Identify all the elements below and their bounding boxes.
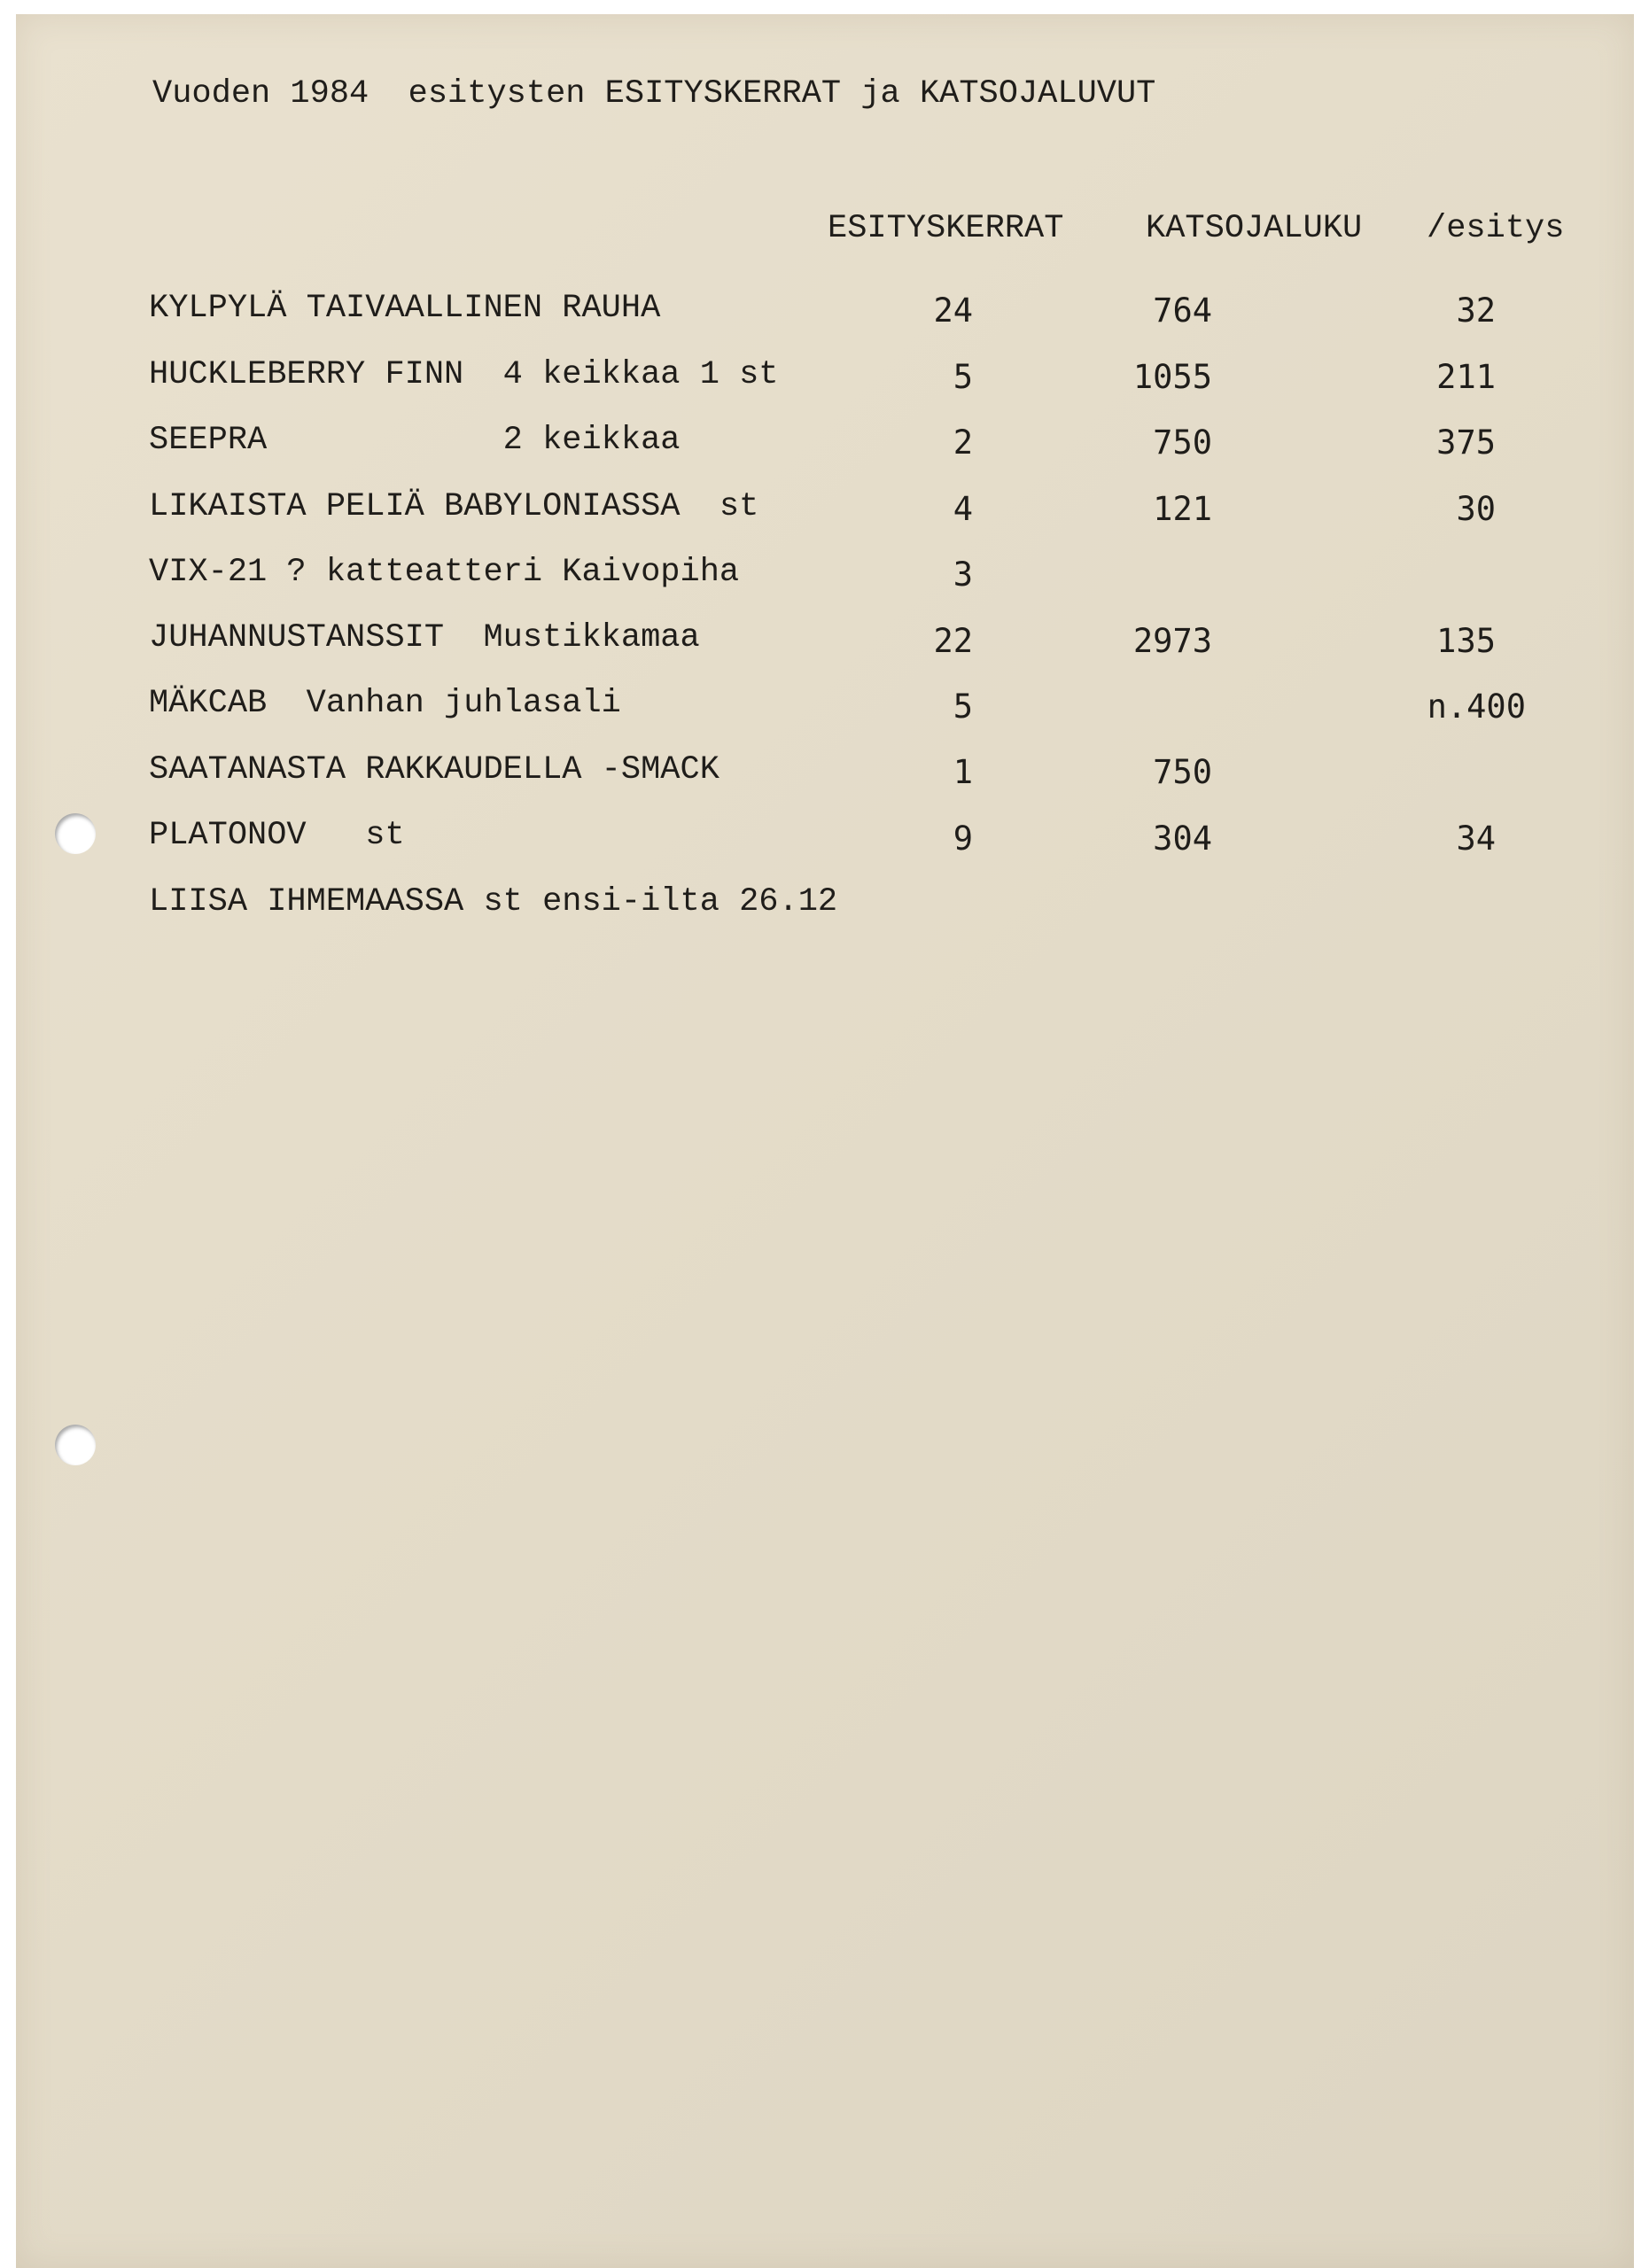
row-per-show: n.400 bbox=[1427, 687, 1526, 726]
row-name: JUHANNUSTANSSIT Mustikkamaa bbox=[149, 619, 700, 656]
row-per-show: 32 bbox=[1456, 291, 1496, 330]
row-per-show: 30 bbox=[1456, 490, 1496, 528]
row-audience: 750 bbox=[1153, 423, 1212, 462]
document-page bbox=[16, 14, 1634, 2268]
row-performances: 4 bbox=[953, 490, 973, 528]
row-audience: 121 bbox=[1153, 490, 1212, 528]
document-title: Vuoden 1984 esitysten ESITYSKERRAT ja KATSOJALUVUT bbox=[152, 75, 1156, 113]
row-name: MÄKCAB Vanhan juhlasali bbox=[149, 685, 621, 722]
column-header-audience: KATSOJALUKU bbox=[1146, 210, 1363, 247]
row-name: LIISA IHMEMAASSA st ensi-ilta 26.12 bbox=[149, 883, 838, 920]
column-header-per-show: /esitys bbox=[1427, 210, 1565, 247]
row-name: VIX-21 ? katteatteri Kaivopiha bbox=[149, 554, 740, 591]
row-audience: 1055 bbox=[1132, 358, 1212, 396]
punch-hole bbox=[55, 1425, 96, 1465]
column-header-performances: ESITYSKERRAT bbox=[828, 210, 1064, 247]
row-per-show: 34 bbox=[1456, 819, 1496, 858]
row-name: PLATONOV st bbox=[149, 817, 405, 854]
row-performances: 5 bbox=[953, 687, 973, 726]
row-name: LIKAISTA PELIÄ BABYLONIASSA st bbox=[149, 488, 759, 525]
row-name: SEEPRA 2 keikkaa bbox=[149, 422, 681, 459]
row-performances: 2 bbox=[953, 423, 973, 462]
row-audience: 750 bbox=[1153, 753, 1212, 791]
row-performances: 1 bbox=[953, 753, 973, 791]
row-performances: 24 bbox=[933, 291, 973, 330]
row-per-show: 375 bbox=[1436, 423, 1496, 462]
row-performances: 9 bbox=[953, 819, 973, 858]
row-audience: 304 bbox=[1153, 819, 1212, 858]
punch-hole bbox=[55, 813, 96, 854]
row-name: HUCKLEBERRY FINN 4 keikkaa 1 st bbox=[149, 356, 779, 393]
row-performances: 22 bbox=[933, 622, 973, 660]
row-audience: 2973 bbox=[1132, 622, 1212, 660]
row-audience: 764 bbox=[1153, 291, 1212, 330]
row-performances: 3 bbox=[953, 555, 973, 594]
row-name: KYLPYLÄ TAIVAALLINEN RAUHA bbox=[149, 290, 661, 327]
row-per-show: 211 bbox=[1436, 358, 1496, 396]
row-performances: 5 bbox=[953, 358, 973, 396]
row-name: SAATANASTA RAKKAUDELLA -SMACK bbox=[149, 751, 719, 788]
row-per-show: 135 bbox=[1436, 622, 1496, 660]
